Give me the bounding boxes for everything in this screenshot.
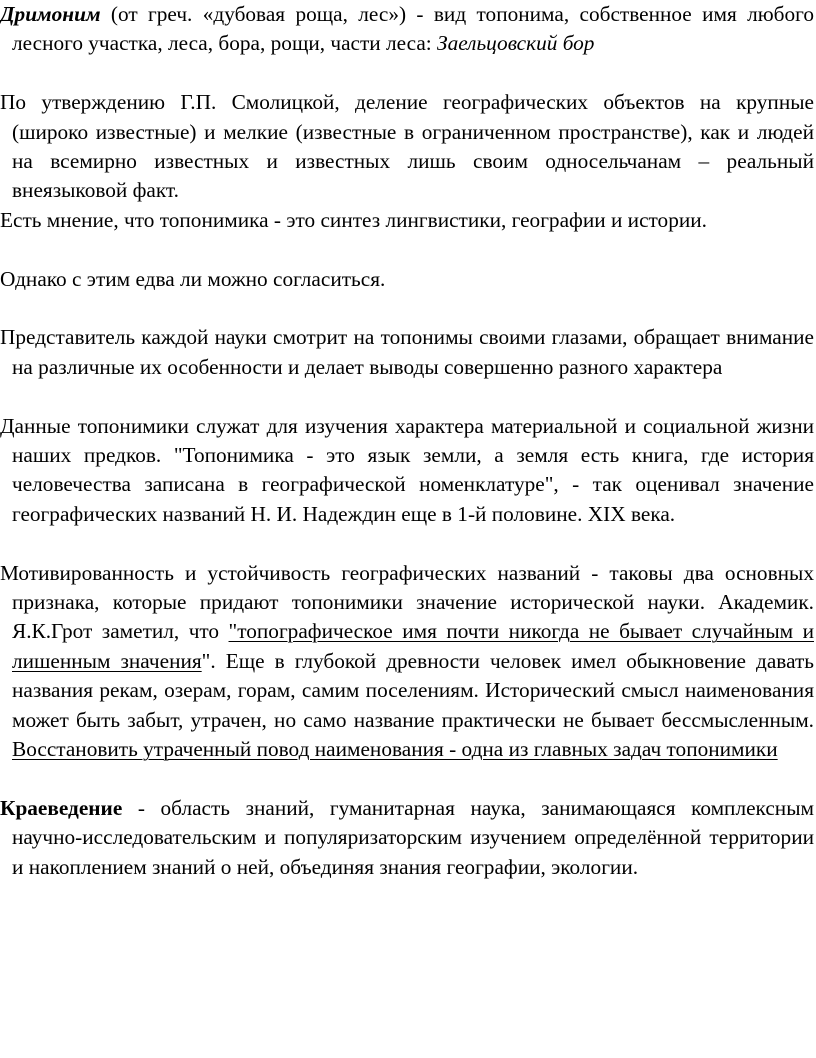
paragraph-synthesis-opinion bbox=[0, 206, 814, 235]
main-task-statement: Восстановить утраченный повод наименования - одна из главных задач топонимики bbox=[12, 737, 778, 762]
paragraph-smolitskaya bbox=[0, 88, 814, 206]
paragraph-motivation bbox=[0, 559, 814, 765]
term-local-studies: Краеведение bbox=[0, 795, 123, 820]
paragraph-text: Однако с этим едва ли можно согласиться. bbox=[0, 266, 386, 291]
paragraph-text: Данные топонимики служат для изучения характера материальной и социальной жизни наших предков. "Топонимика - это язык земли, а земля есть книга, где история человечества записана в географической номенклатуре", - так оценивал значение географических названий Н. И. Надеждин еще в 1-й половине. XIX века. bbox=[0, 413, 814, 526]
paragraph-disagreement bbox=[0, 265, 814, 294]
paragraph-local-studies bbox=[0, 794, 814, 882]
spacer bbox=[0, 294, 814, 323]
definition-text: (от греч. «дубовая роща, лес») - вид топонима, собственное имя любого лесного участка, леса, бора, рощи, части леса: bbox=[12, 2, 814, 56]
grot-quote: "топографическое имя почти никогда не бывает случайным и лишенным значения bbox=[12, 619, 814, 673]
paragraph-text: Есть мнение, что топонимика - это синтез лингвистики, географии и истории. bbox=[0, 207, 707, 232]
paragraph-science-views bbox=[0, 323, 814, 382]
paragraph-text: Представитель каждой науки смотрит на топонимы своими глазами, обращает внимание на различные их особенности и делает выводы совершенно разного характера bbox=[0, 325, 814, 379]
paragraph-drymonym bbox=[0, 0, 814, 59]
term-drymonym: Дримоним bbox=[0, 2, 101, 26]
spacer bbox=[0, 59, 814, 88]
spacer bbox=[0, 529, 814, 558]
paragraph-toponymy-data bbox=[0, 412, 814, 530]
paragraph-text: ". Еще в глубокой древности человек имел обыкновение давать названия рекам, озерам, горам, самим поселениям. Исторический смысл наименования может быть забыт, утрачен, но само название практически не бывает бессмысленным. bbox=[12, 648, 815, 732]
spacer bbox=[0, 382, 814, 411]
definition-text: - область знаний, гуманитарная наука, занимающаяся комплексным научно-исследовательским и популяризаторским изучением определённой территории и накоплением знаний о ней, объединяя знания географии, экологии. bbox=[12, 795, 814, 879]
paragraph-text: Мотивированность и устойчивость географических названий - таковы два основных признака, которые придают топонимики значение исторической науки. Академик. Я.К.Грот заметил, что bbox=[0, 560, 814, 644]
example-text: Заельцовский бор bbox=[437, 31, 595, 56]
paragraph-text: По утверждению Г.П. Смолицкой, деление географических объектов на крупные (широко известные) и мелкие (известные в ограниченном пространстве), как и людей на всемирно известных и известных лишь своим односельчанам – реальный внеязыковой факт. bbox=[0, 90, 814, 203]
spacer bbox=[0, 235, 814, 264]
spacer bbox=[0, 764, 814, 793]
